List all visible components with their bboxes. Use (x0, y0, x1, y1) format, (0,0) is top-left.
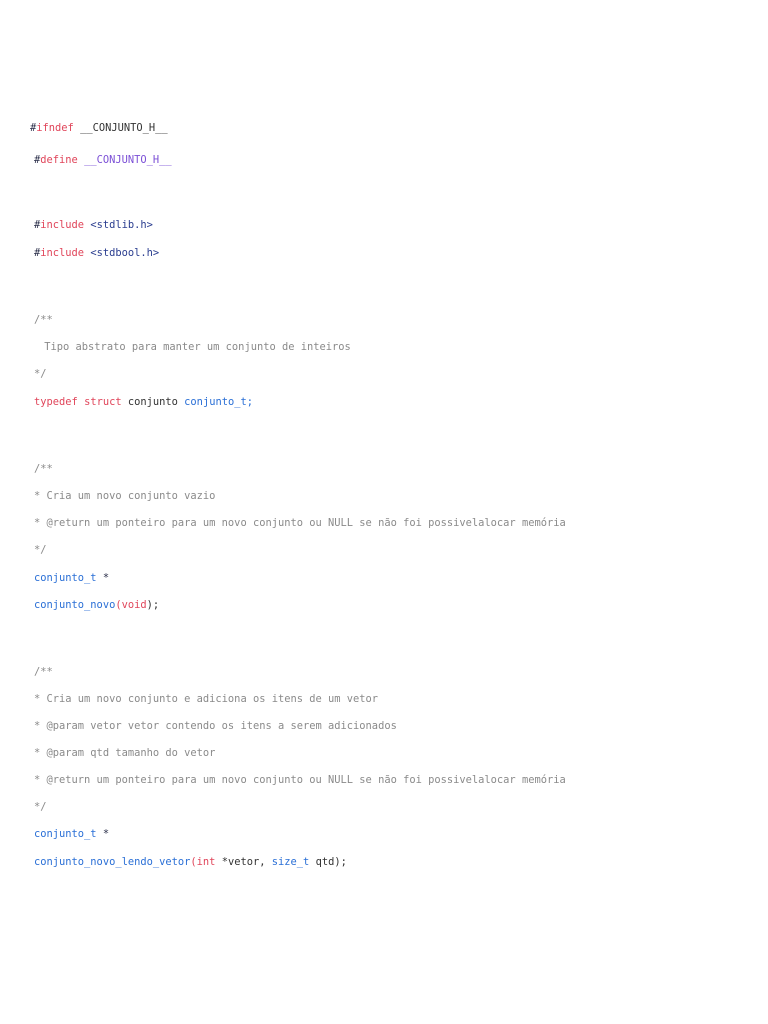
code-token: */ (34, 368, 47, 380)
code-token: struct (84, 396, 122, 408)
line-comment-param-vetor (34, 719, 397, 733)
code-token: conjunto_t (34, 828, 97, 840)
line-conjunto-t-1 (34, 571, 109, 585)
line-comment-cria-vetor (34, 692, 378, 706)
code-token: # (30, 122, 37, 134)
line-comment-tipo (38, 340, 351, 354)
code-token: ( (115, 599, 122, 611)
code-token: * Cria um novo conjunto e adiciona os itens de um vetor (34, 693, 379, 705)
line-conjunto-novo (34, 598, 159, 612)
line-comment-close-2 (34, 543, 47, 557)
line-include-stdlib (34, 218, 153, 232)
line-comment-open-1 (34, 313, 53, 327)
code-token: ifndef (36, 122, 74, 134)
code-token: Tipo abstrato para manter um conjunto de inteiros (38, 341, 351, 353)
code-token: * (96, 572, 110, 584)
code-token: * Cria um novo conjunto vazio (34, 490, 216, 502)
code-token: * @return um ponteiro para um novo conjunto ou NULL se não foi possivelalocar memória (34, 774, 566, 786)
code-token: * (96, 828, 110, 840)
code-token: size_t (271, 856, 310, 868)
code-token: __CONJUNTO_H__ (73, 122, 168, 134)
code-token: *vetor, (215, 856, 272, 868)
line-comment-return-2 (34, 773, 566, 787)
line-conjunto-novo-lendo-vetor (34, 855, 347, 869)
code-token: qtd); (309, 856, 347, 868)
line-typedef (34, 395, 253, 409)
code-token: __CONJUNTO_H__ (77, 154, 172, 166)
code-token: */ (34, 801, 47, 813)
code-token: conjunto_novo_lendo_vetor (34, 856, 191, 868)
code-token: /** (34, 463, 53, 475)
code-token: void (121, 599, 147, 611)
code-token: include (40, 247, 85, 259)
code-token: include (40, 219, 85, 231)
line-comment-param-qtd (34, 746, 215, 760)
code-token: # (34, 219, 41, 231)
line-comment-close-3 (34, 800, 47, 814)
code-token: ( (190, 856, 197, 868)
line-include-stdbool (34, 246, 159, 260)
code-token: ; (246, 396, 253, 408)
code-token: conjunto (121, 396, 185, 408)
code-token: ); (146, 599, 160, 611)
code-token: conjunto_novo (34, 599, 116, 611)
code-token: # (34, 247, 41, 259)
code-token: * @param vetor vetor contendo os itens a serem adicionados (34, 720, 397, 732)
line-define (34, 153, 172, 167)
line-conjunto-t-2 (34, 827, 109, 841)
code-token: typedef (34, 396, 78, 408)
code-token: * @return um ponteiro para um novo conjunto ou NULL se não foi possivelalocar memória (34, 517, 566, 529)
line-comment-open-3 (34, 665, 53, 679)
code-token: conjunto_t (184, 396, 247, 408)
line-ifndef (30, 121, 168, 135)
code-token: /** (34, 666, 53, 678)
line-comment-cria-vazio (34, 489, 215, 503)
line-comment-return-1 (34, 516, 566, 530)
code-token: */ (34, 544, 47, 556)
code-token: # (34, 154, 41, 166)
code-token: <stdbool.h> (84, 247, 160, 259)
line-comment-open-2 (34, 462, 53, 476)
code-token: /** (34, 314, 53, 326)
code-token: conjunto_t (34, 572, 97, 584)
code-token: <stdlib.h> (84, 219, 153, 231)
code-token: int (196, 856, 216, 868)
code-token: define (40, 154, 78, 166)
line-comment-close-1 (34, 367, 47, 381)
code-token: * @param qtd tamanho do vetor (34, 747, 216, 759)
